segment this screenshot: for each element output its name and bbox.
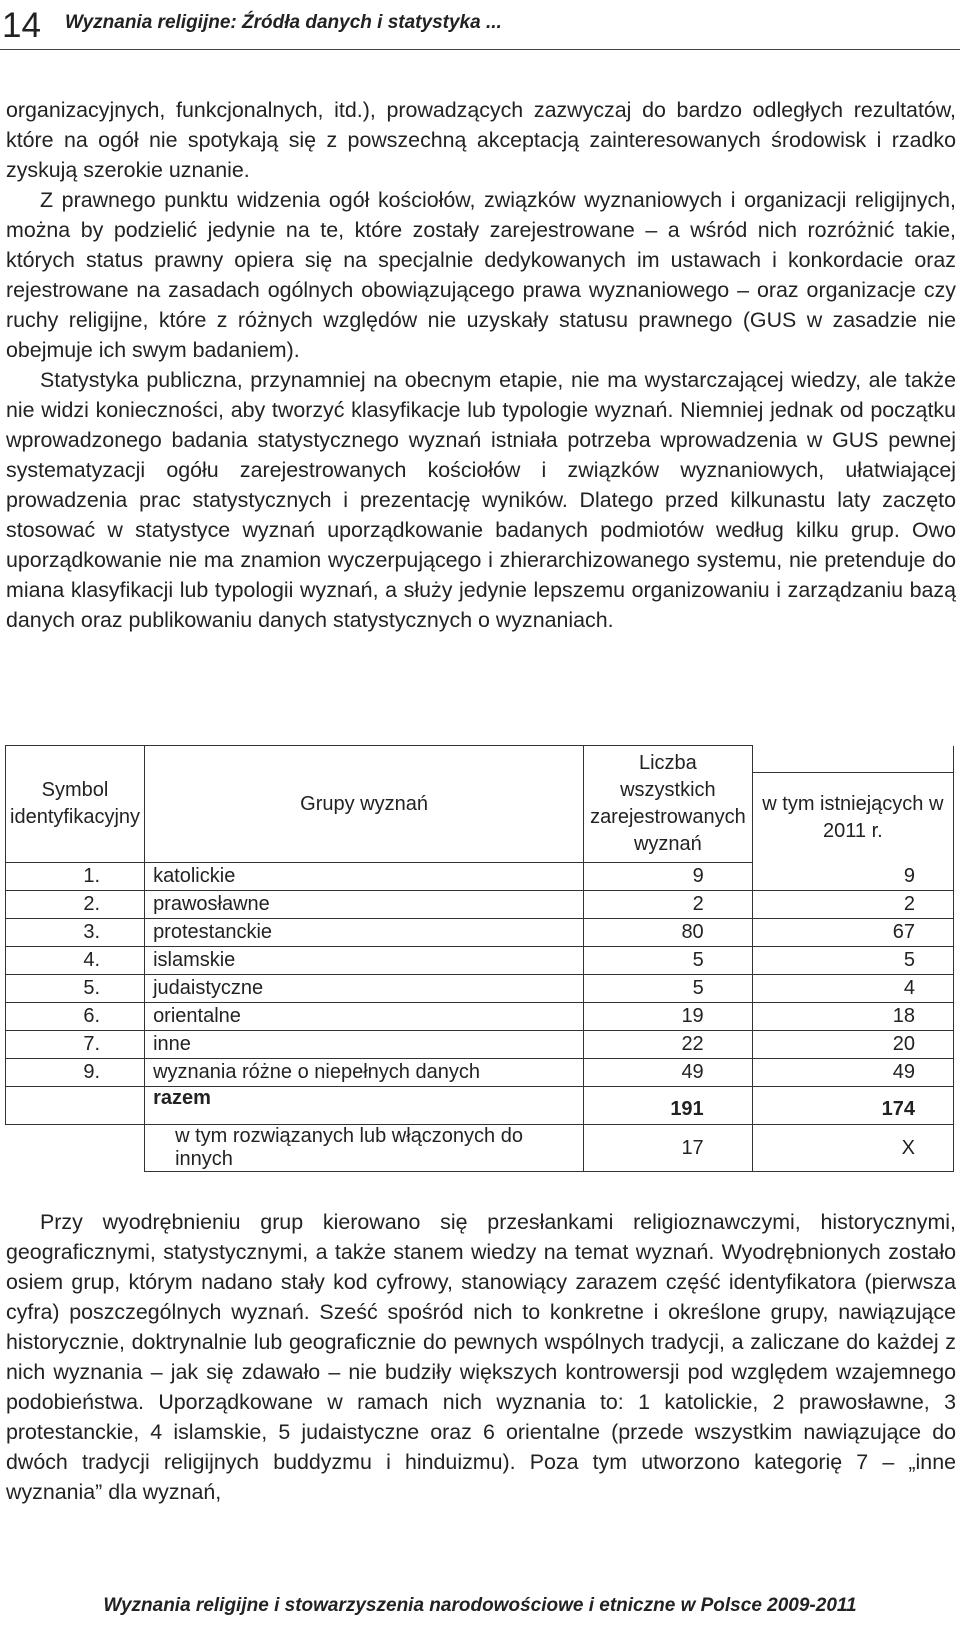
table-row [6,1003,954,1031]
header-group: Grupy wyznań [145,746,584,863]
row-total: 22 [584,1031,753,1059]
row-group: prawosławne [145,891,584,919]
total-count: 191 [584,1087,753,1125]
paragraph-legal-view: Z prawnego punktu widzenia ogół kościołów, związków wyznaniowych i organizacji religijnych, można by podzielić jedynie na te, które zostały zarejestrowane – a wśród nich rozróżnić takie, których status prawny opiera się na specjalnie dedykowanych im ustawach i konkordacie oraz rejestrowane na zasadach ogólnych obowiązującego prawa wyznaniowego – oraz organizacje czy ruchy religijne, które z różnych względów nie uzyskały statusu prawnego (GUS w zasadzie nie obejmuje ich swym badaniem). [6,188,956,362]
dissolved-label: w tym rozwiązanych lub włączonych do innych [145,1125,584,1172]
intro-text [6,95,956,635]
row-existing: 4 [752,975,953,1003]
row-symbol: 1. [6,863,145,891]
dissolved-symbol [6,1125,145,1172]
row-group: wyznania różne o niepełnych danych [145,1059,584,1087]
row-total: 80 [584,919,753,947]
row-symbol: 3. [6,919,145,947]
row-group: protestanckie [145,919,584,947]
row-symbol: 4. [6,947,145,975]
paragraph-statistics: Statystyka publiczna, przynamniej na obecnym etapie, nie ma wystarczającej wiedzy, ale także nie widzi konieczności, aby tworzyć klasyfikacje lub typologie wyznań. Niemniej jednak od początku wprowadzonego badania statystycznego wyznań istniała potrzeba wprowadzenia w GUS pewnej systematyzacji ogółu zarejestrowanych kościołów i związków wyznaniowych, ułatwiającej prowadzenia prac statystycznych i prezentację wyników. Dlatego przed kilkunastu laty zaczęto stosować w statystyce wyznań uporządkowanie badanych podmiotów według kilku grup. Owo uporządkowanie nie ma znamion wyczerpującego i zhierarchizowanego systemu, nie pretenduje do miana klasyfikacji lub typologii wyznań, a służy jedynie lepszemu organizowaniu i zarządzaniu bazą danych oraz publikowaniu danych statystycznych o wyznaniach. [6,368,956,632]
row-symbol: 6. [6,1003,145,1031]
row-total: 49 [584,1059,753,1087]
row-existing: 2 [752,891,953,919]
page-header [0,0,960,60]
row-group: orientalne [145,1003,584,1031]
row-existing: 9 [752,863,953,891]
religious-groups-table [5,745,954,1172]
header-rule [0,49,960,50]
row-existing: 18 [752,1003,953,1031]
table-row [6,919,954,947]
row-symbol: 5. [6,975,145,1003]
paragraph-continuation: organizacyjnych, funkcjonalnych, itd.), prowadzących zazwyczaj do bardzo odległych rezultatów, które na ogół nie spotykają się z powszechną akceptacją zainteresowanych środowisk i rzadko zyskują szerokie uznanie. [6,98,956,182]
dissolved-count: 17 [584,1125,753,1172]
table-row [6,863,954,891]
dissolved-existing: X [752,1125,953,1172]
row-group: inne [145,1031,584,1059]
total-row [6,1087,954,1125]
row-existing: 49 [752,1059,953,1087]
row-total: 19 [584,1003,753,1031]
header-symbol: Symbol identyfikacyjny [6,746,145,863]
row-group: islamskie [145,947,584,975]
total-label: razem [145,1087,584,1125]
table-row [6,947,954,975]
row-symbol: 7. [6,1031,145,1059]
row-group: judaistyczne [145,975,584,1003]
table-row [6,975,954,1003]
table-row [6,1059,954,1087]
total-existing: 174 [752,1087,953,1125]
row-total: 5 [584,975,753,1003]
row-group: katolickie [145,863,584,891]
row-total: 5 [584,947,753,975]
table-row [6,891,954,919]
page-number: 14 [2,6,41,45]
dissolved-row [6,1125,954,1172]
row-symbol: 9. [6,1059,145,1087]
row-total: 9 [584,863,753,891]
header-existing: w tym istniejących w 2011 r. [752,772,953,863]
running-title: Wyznania religijne: Źródła danych i statystyka ... [65,12,502,33]
header-total: Liczba wszystkich zarejestrowanych wyznań [584,746,753,863]
closing-text [6,1207,956,1507]
header-spacer [752,746,953,773]
row-existing: 67 [752,919,953,947]
page-footer: Wyznania religijne i stowarzyszenia narodowościowe i etniczne w Polsce 2009-2011 [103,1595,857,1616]
row-existing: 5 [752,947,953,975]
table-row [6,1031,954,1059]
row-total: 2 [584,891,753,919]
total-symbol [6,1087,145,1125]
paragraph-grouping: Przy wyodrębnieniu grup kierowano się przesłankami religioznawczymi, historycznymi, geograficznymi, statystycznymi, a także stanem wiedzy na temat wyznań. Wyodrębnionych zostało osiem grup, którym nadano stały kod cyfrowy, stanowiący zarazem część identyfikatora (pierwsza cyfra) poszczególnych wyznań. Sześć spośród nich to konkretne i określone grupy, nawiązujące historycznie, doktrynalnie lub geograficznie do pewnych wspólnych tradycji, a zaliczane do każdej z nich wyznania – jak się zdawało – nie budziły większych kontrowersji pod względem wzajemnego podobieństwa. Uporządkowane w ramach nich wyznania to: 1 katolickie, 2 prawosławne, 3 protestanckie, 4 islamskie, 5 judaistyczne oraz 6 orientalne (przede wszystkim nawiązujące do dwóch tradycji religijnych buddyzmu i hinduizmu). Poza tym utworzono kategorię 7 – „inne wyznania” dla wyznań, [6,1210,956,1504]
row-symbol: 2. [6,891,145,919]
row-existing: 20 [752,1031,953,1059]
